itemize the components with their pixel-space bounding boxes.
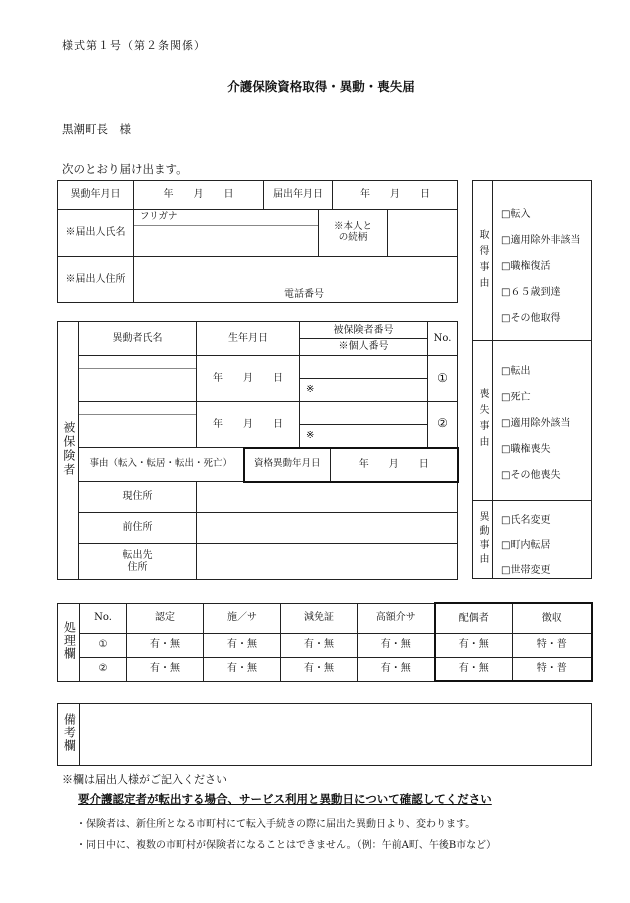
footer-heading: 要介護認定者が転出する場合、サービス利用と異動日について確認してください	[78, 792, 492, 806]
processing-row2-facility[interactable]: 有・無	[204, 657, 281, 681]
processing-row2-certification[interactable]: 有・無	[127, 657, 204, 681]
no-header: No.	[428, 322, 458, 356]
notifier-address-field[interactable]	[134, 257, 458, 303]
qualification-date-field[interactable]: 年 月 日	[331, 448, 458, 482]
footer-note: ※欄は届出人様がご記入ください	[62, 773, 227, 786]
person1-birth-field[interactable]: 年 月 日	[197, 356, 300, 402]
checkbox-household-change[interactable]: □世帯変更	[501, 565, 551, 576]
furigana-divider	[134, 225, 318, 226]
loss-reason-list	[501, 359, 570, 489]
checkbox-ex-officio-loss[interactable]: □職権喪失	[501, 444, 551, 455]
addressee: 黒潮町長 様	[62, 122, 131, 136]
reason-label: 事由（転入・転居・転出・死亡）	[79, 448, 244, 482]
processing-row1-collection[interactable]: 特・普	[513, 633, 592, 657]
processing-row2-no: ②	[80, 657, 127, 681]
person2-birth-field[interactable]: 年 月 日	[197, 402, 300, 448]
processing-header-reduction: 減免証	[281, 603, 358, 633]
destination-label-line2: 住所	[127, 561, 148, 573]
processing-row2-reduction[interactable]: 有・無	[281, 657, 358, 681]
relation-label-line1: ※本人と	[333, 221, 372, 233]
processing-row2-spouse[interactable]: 有・無	[435, 657, 513, 681]
checkbox-other-loss[interactable]: □その他喪失	[501, 470, 561, 481]
furigana-label: フリガナ	[140, 211, 178, 222]
change-date-label: 異動年月日	[58, 181, 134, 210]
processing-row1-facility[interactable]: 有・無	[204, 633, 281, 657]
checkbox-exclusion-not-applicable[interactable]: □適用除外非該当	[501, 235, 581, 246]
acquire-reason-label: 取得事由	[473, 181, 493, 340]
remarks-table	[57, 703, 592, 766]
notifier-name-field[interactable]	[134, 210, 319, 257]
form-number: 様式第１号（第２条関係）	[62, 39, 206, 52]
processing-header-no: No.	[80, 603, 127, 633]
notifier-name-label: ※届出人氏名	[58, 210, 134, 257]
submit-date-label: 届出年月日	[264, 181, 333, 210]
checkbox-transfer-out[interactable]: □転出	[501, 366, 531, 377]
remarks-section-label: 備考欄	[58, 704, 80, 766]
checkbox-death[interactable]: □死亡	[501, 392, 531, 403]
processing-section-label: 処理欄	[58, 603, 80, 681]
asterisk-mark: ※	[306, 430, 315, 441]
person1-furigana-divider	[79, 368, 196, 369]
loss-reason-label: 喪失事由	[473, 340, 493, 500]
person1-my-number-field[interactable]	[300, 379, 428, 402]
phone-label: 電話番号	[284, 288, 324, 300]
relation-field[interactable]	[388, 210, 458, 257]
destination-address-label	[79, 544, 197, 580]
previous-address-label: 前住所	[79, 513, 197, 544]
destination-address-field[interactable]	[197, 544, 458, 580]
processing-table	[57, 602, 593, 682]
destination-label-line1: 転出先	[122, 550, 153, 561]
birth-header: 生年月日	[197, 322, 300, 356]
qualification-date-label: 資格異動年月日	[244, 448, 331, 482]
footer-bullet-2: ・同日中に、複数の市町村が保険者になることはできません。（例：午前A町、午後B市など）	[76, 840, 497, 851]
previous-address-field[interactable]	[197, 513, 458, 544]
footer-bullet-1: ・保険者は、新住所となる市町村にて転入手続きの際に届出た異動日より、変わります。	[76, 819, 476, 830]
name-header: 異動者氏名	[79, 322, 197, 356]
checkbox-other-acquire[interactable]: □その他取得	[501, 313, 561, 324]
person2-name-field[interactable]	[79, 402, 197, 448]
remarks-field[interactable]	[80, 704, 592, 766]
processing-header-high-cost: 高額介サ	[358, 603, 435, 633]
reasons-box	[472, 180, 592, 579]
person2-insured-number-field[interactable]	[300, 402, 428, 425]
checkbox-name-change[interactable]: □氏名変更	[501, 515, 551, 526]
current-address-field[interactable]	[197, 482, 458, 513]
change-reason-list	[501, 508, 550, 583]
processing-header-collection: 徴収	[513, 603, 592, 633]
intro-text: 次のとおり届け出ます。	[62, 162, 188, 176]
form-title: 介護保険資格取得・異動・喪失届	[227, 79, 415, 94]
checkbox-transfer-in[interactable]: □転入	[501, 209, 531, 220]
person1-insured-number-field[interactable]	[300, 356, 428, 379]
processing-row1-no: ①	[80, 633, 127, 657]
person2-my-number-field[interactable]	[300, 425, 428, 448]
person1-number: ①	[428, 356, 458, 402]
processing-row1-high-cost[interactable]: 有・無	[358, 633, 435, 657]
processing-header-facility: 施／サ	[204, 603, 281, 633]
person2-number: ②	[428, 402, 458, 448]
processing-row2-collection[interactable]: 特・普	[513, 657, 592, 681]
checkbox-in-town-move[interactable]: □町内転居	[501, 540, 551, 551]
insured-table	[57, 321, 459, 580]
submit-date-field[interactable]: 年 月 日	[333, 181, 458, 210]
processing-row1-spouse[interactable]: 有・無	[435, 633, 513, 657]
notifier-address-label: ※届出人住所	[58, 257, 134, 303]
current-address-label: 現住所	[79, 482, 197, 513]
insured-section-label: 被保険者	[58, 322, 79, 580]
checkbox-ex-officio-restore[interactable]: □職権復活	[501, 261, 551, 272]
change-reason-label: 異動事由	[473, 500, 493, 578]
asterisk-mark: ※	[306, 384, 315, 396]
person2-furigana-divider	[79, 414, 196, 415]
change-date-field[interactable]: 年 月 日	[134, 181, 264, 210]
checkbox-exclusion-applicable[interactable]: □適用除外該当	[501, 418, 571, 429]
person1-name-field[interactable]	[79, 356, 197, 402]
processing-row1-reduction[interactable]: 有・無	[281, 633, 358, 657]
insured-number-header: 被保険者番号 ※個人番号	[300, 322, 428, 356]
acquire-reason-list	[501, 202, 580, 332]
processing-header-spouse: 配偶者	[435, 603, 513, 633]
relation-label	[319, 210, 388, 257]
processing-header-certification: 認定	[127, 603, 204, 633]
notifier-table	[57, 180, 458, 303]
relation-label-line2: の続柄	[338, 232, 368, 243]
processing-row1-certification[interactable]: 有・無	[127, 633, 204, 657]
checkbox-age-65[interactable]: □６５歳到達	[501, 287, 561, 298]
processing-row2-high-cost[interactable]: 有・無	[358, 657, 435, 681]
